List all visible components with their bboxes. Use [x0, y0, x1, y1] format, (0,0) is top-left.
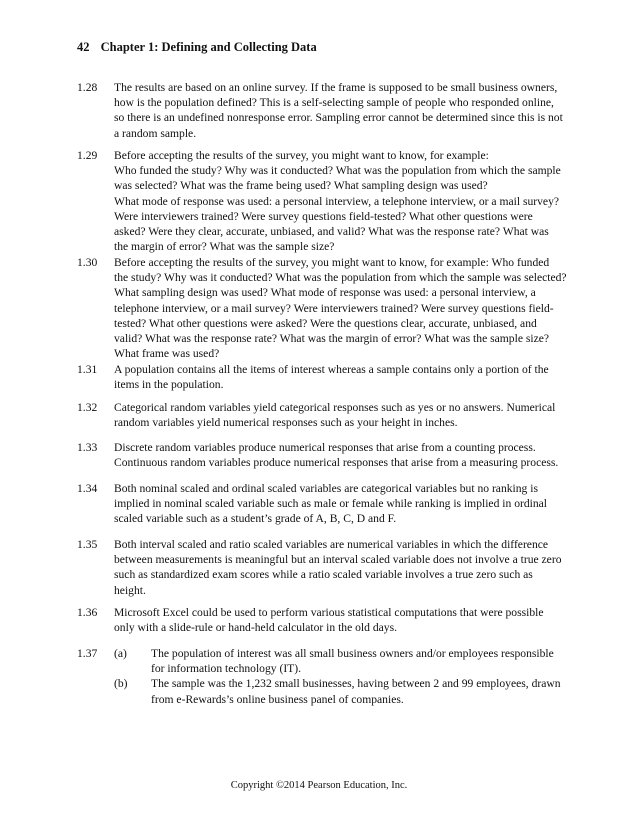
- problem-number: 1.34: [77, 482, 98, 495]
- answer-text: [114, 148, 567, 254]
- problem-number: 1.31: [77, 363, 98, 376]
- problem-number: 1.36: [77, 606, 98, 619]
- text-line: so there is an undefined nonresponse error. Sampling error cannot be determined since this is not: [114, 111, 563, 125]
- text-line: implied in nominal scaled variable such as male or female while ranking is implied in ordinal: [114, 497, 548, 511]
- answer-1-32: [77, 400, 567, 430]
- text-line: how is the population defined? This is a self-selecting sample of people who responded online,: [114, 96, 554, 110]
- part-label: (b): [114, 677, 128, 691]
- answer-text: [114, 605, 567, 635]
- text-line: for information technology (IT).: [151, 662, 302, 676]
- text-line: Continuous random variables produce numerical responses that arise from a measuring process.: [114, 456, 559, 470]
- text-line: Who funded the study? Why was it conducted? What was the population from which the sample: [114, 164, 561, 178]
- chapter-title: Chapter 1: Defining and Collecting Data: [100, 40, 317, 54]
- page-header: [77, 40, 317, 55]
- problem-number: 1.33: [77, 441, 98, 454]
- answer-text: [151, 646, 567, 676]
- text-line: the margin of error? What was the sample size?: [114, 240, 335, 254]
- text-line: height.: [114, 583, 146, 597]
- text-line: The results are based on an online survey. If the frame is supposed to be small business owners,: [114, 81, 558, 94]
- answer-text: [151, 676, 567, 706]
- problem-number: 1.35: [77, 538, 98, 551]
- text-line: The population of interest was all small business owners and/or employees responsible: [151, 647, 554, 660]
- text-line: valid? What was the response rate? What was the margin of error? What was the sample size?: [114, 332, 550, 346]
- text-line: The sample was the 1,232 small businesses, having between 2 and 99 employees, drawn: [151, 677, 561, 691]
- text-line: items in the population.: [114, 378, 224, 392]
- problem-number: 1.29: [77, 149, 98, 162]
- text-line: A population contains all the items of interest whereas a sample contains only a portion of the: [114, 363, 549, 376]
- text-line: scaled variable such as a student’s grade of A, B, C, D and F.: [114, 512, 397, 526]
- answer-text: [114, 440, 567, 470]
- text-line: a random sample.: [114, 126, 197, 140]
- answer-1-31: [77, 362, 567, 392]
- text-line: asked? Were they clear, accurate, unbiased, and valid? What was the response rate? What was: [114, 225, 549, 239]
- text-line: Before accepting the results of the survey, you might want to know, for example: Who funded: [114, 256, 550, 269]
- answer-text: [114, 255, 567, 361]
- answer-1-28: [77, 80, 567, 141]
- copyright-footer: Copyright ©2014 Pearson Education, Inc.: [230, 780, 408, 791]
- text-line: What frame was used?: [114, 347, 220, 361]
- text-line: telephone interview, or a mail survey? Were interviewers trained? Were survey questions field-: [114, 301, 554, 315]
- text-line: Categorical random variables yield categorical responses such as yes or no answers. Numerical: [114, 401, 556, 414]
- answer-text: [114, 400, 567, 430]
- answer-1-33: [77, 440, 567, 470]
- text-line: such as standardized exam scores while a ratio scaled variable involves a true zero such as: [114, 568, 533, 582]
- text-line: Before accepting the results of the survey, you might want to know, for example:: [114, 149, 489, 162]
- text-line: Both nominal scaled and ordinal scaled variables are categorical variables but no ranking is: [114, 482, 538, 495]
- text-line: Were interviewers trained? Were survey questions field-tested? What other questions were: [114, 209, 533, 223]
- problem-number: 1.32: [77, 401, 98, 414]
- answer-text: [114, 481, 567, 527]
- answer-1-30: [77, 255, 567, 361]
- answer-1-29: [77, 148, 567, 254]
- problem-number: 1.30: [77, 256, 98, 269]
- answer-text: [114, 537, 567, 598]
- text-line: random variables yield numerical responses such as your height in inches.: [114, 416, 458, 430]
- answer-text: [114, 80, 567, 141]
- text-line: Both interval scaled and ratio scaled variables are numerical variables in which the difference: [114, 538, 549, 551]
- text-line: between measurements is meaningful but an interval scaled variable does not involve a true zero: [114, 553, 562, 567]
- answer-part-b: [114, 676, 567, 706]
- text-line: What sampling design was used? What mode of response was used: a personal interview, a: [114, 286, 536, 300]
- text-line: was selected? What was the frame being used? What sampling design was used?: [114, 179, 488, 193]
- text-line: the study? Why was it conducted? What was the population from which the sample was selected?: [114, 271, 567, 285]
- text-line: Microsoft Excel could be used to perform various statistical computations that were possible: [114, 606, 544, 619]
- answer-1-35: [77, 537, 567, 598]
- text-line: Discrete random variables produce numerical responses that arise from a counting process.: [114, 441, 536, 454]
- text-line: What mode of response was used: a personal interview, a telephone interview, or a mail survey?: [114, 194, 560, 208]
- problem-number: 1.37: [77, 647, 98, 660]
- page-number: 42: [77, 40, 90, 54]
- answer-1-37: [77, 646, 567, 707]
- answer-text: [114, 362, 567, 392]
- answer-part-a: [114, 646, 567, 676]
- text-line: from e-Rewards’s online business panel of companies.: [151, 692, 404, 706]
- text-line: tested? What other questions were asked? Were the questions clear, accurate, unbiased, and: [114, 316, 537, 330]
- answer-1-36: [77, 605, 567, 635]
- part-label: (a): [114, 647, 127, 660]
- problem-number: 1.28: [77, 81, 98, 94]
- answer-1-34: [77, 481, 567, 527]
- text-line: only with a slide-rule or hand-held calculator in the old days.: [114, 621, 397, 635]
